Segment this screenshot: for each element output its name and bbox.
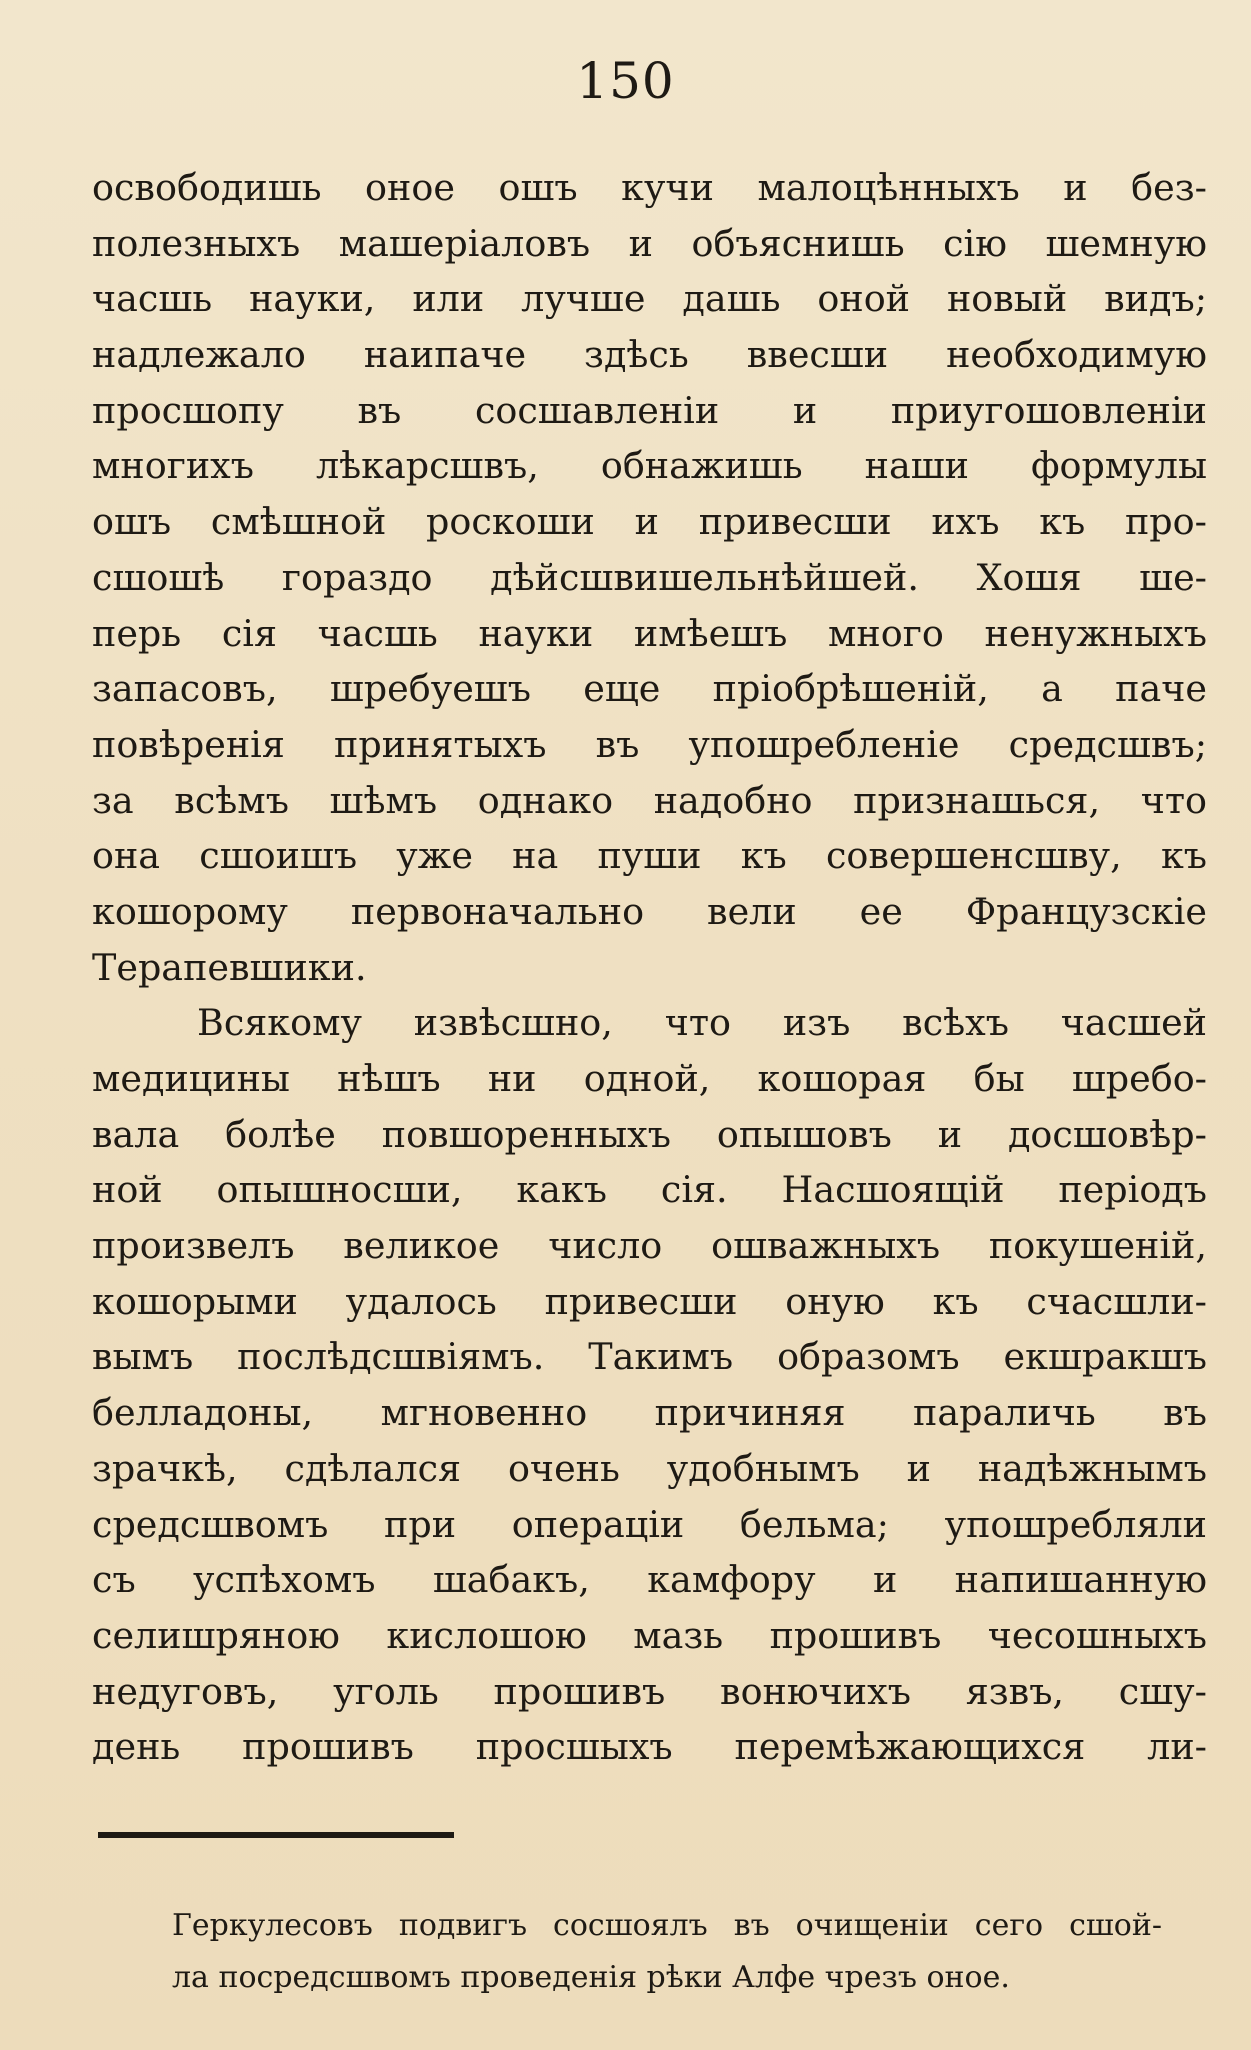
page-number: 150 <box>576 52 675 110</box>
text-line: повѣренія принятыхъ въ упошребленіе средсшвъ; <box>92 722 1207 766</box>
text-line: вала болѣе повшоренныхъ опышовъ и досшовѣр- <box>92 1112 1207 1156</box>
text-line: зрачкѣ, сдѣлался очень удобнымъ и надѣжнымъ <box>92 1446 1207 1490</box>
paragraph-1 <box>92 160 1207 995</box>
text-line: съ успѣхомъ шабакъ, камфору и напишанную <box>92 1558 1207 1602</box>
text-line: ной опышносши, какъ сія. Насшоящій періодъ <box>92 1168 1207 1212</box>
text-line: запасовъ, шребуешъ еще пріобрѣшеній, а паче <box>92 667 1207 711</box>
text-line: медицины нѣшъ ни одной, кошорая бы шребо- <box>92 1057 1207 1100</box>
text-line: недуговъ, уголь прошивъ вонючихъ язвъ, сшу- <box>92 1669 1207 1713</box>
text-line: просшопу въ сосшавленіи и приугошовленіи <box>92 388 1207 432</box>
text-line: освободишь оное ошъ кучи малоцѣнныхъ и без- <box>92 166 1207 209</box>
text-line: селишряною кислошою мазь прошивъ чесошныхъ <box>92 1613 1207 1657</box>
text-line: произвелъ великое число ошважныхъ покушеній, <box>92 1224 1207 1268</box>
text-line: Всякому извѣсшно, что изъ всѣхъ часшей <box>197 1001 1207 1045</box>
footnote <box>172 1900 1162 2004</box>
text-line: полезныхъ машеріаловъ и объяснишь сію шемную <box>92 221 1207 265</box>
footnote-line: Геркулесовъ подвигъ сосшоялъ въ очищеніи сего сшой- <box>172 1908 1162 1943</box>
text-line: часшь науки, или лучше дашь оной новый видъ; <box>92 277 1207 321</box>
footnote-divider <box>98 1832 454 1838</box>
paragraph-2 <box>92 995 1207 1775</box>
text-line: кошорому первоначально вели ее Французскіе <box>92 889 1207 933</box>
text-line: надлежало наипаче здѣсь ввесши необходимую <box>92 333 1207 377</box>
text-line: за всѣмъ шѣмъ однако надобно признашься, что <box>92 778 1207 822</box>
text-line: сшошѣ гораздо дѣйсшвишельнѣйшей. Хошя ше- <box>92 555 1207 599</box>
text-line: многихъ лѣкарсшвъ, обнажишь наши формулы <box>92 444 1207 488</box>
text-line: ошъ смѣшной роскоши и привесши ихъ къ про- <box>92 500 1207 544</box>
text-line: вымъ послѣдсшвіямъ. Такимъ образомъ екшракшъ <box>92 1335 1207 1379</box>
text-line: белладоны, мгновенно причиняя параличь въ <box>92 1391 1207 1435</box>
body-text <box>92 160 1207 1775</box>
text-line: Терапевшики. <box>92 945 367 989</box>
footnote-line: ла посредсшвомъ проведенія рѣки Алфе чрезъ оное. <box>172 1960 1010 1995</box>
text-line: она сшоишъ уже на пуши къ совершенсшву, къ <box>92 834 1207 878</box>
text-line: кошорыми удалось привесши оную къ счасшли- <box>92 1279 1207 1323</box>
text-line: средсшвомъ при операціи бельма; упошребляли <box>92 1502 1207 1546</box>
text-line: день прошивъ просшыхъ перемѣжающихся ли- <box>92 1725 1207 1769</box>
text-line: перь сія часшь науки имѣешъ много ненужныхъ <box>92 611 1207 655</box>
